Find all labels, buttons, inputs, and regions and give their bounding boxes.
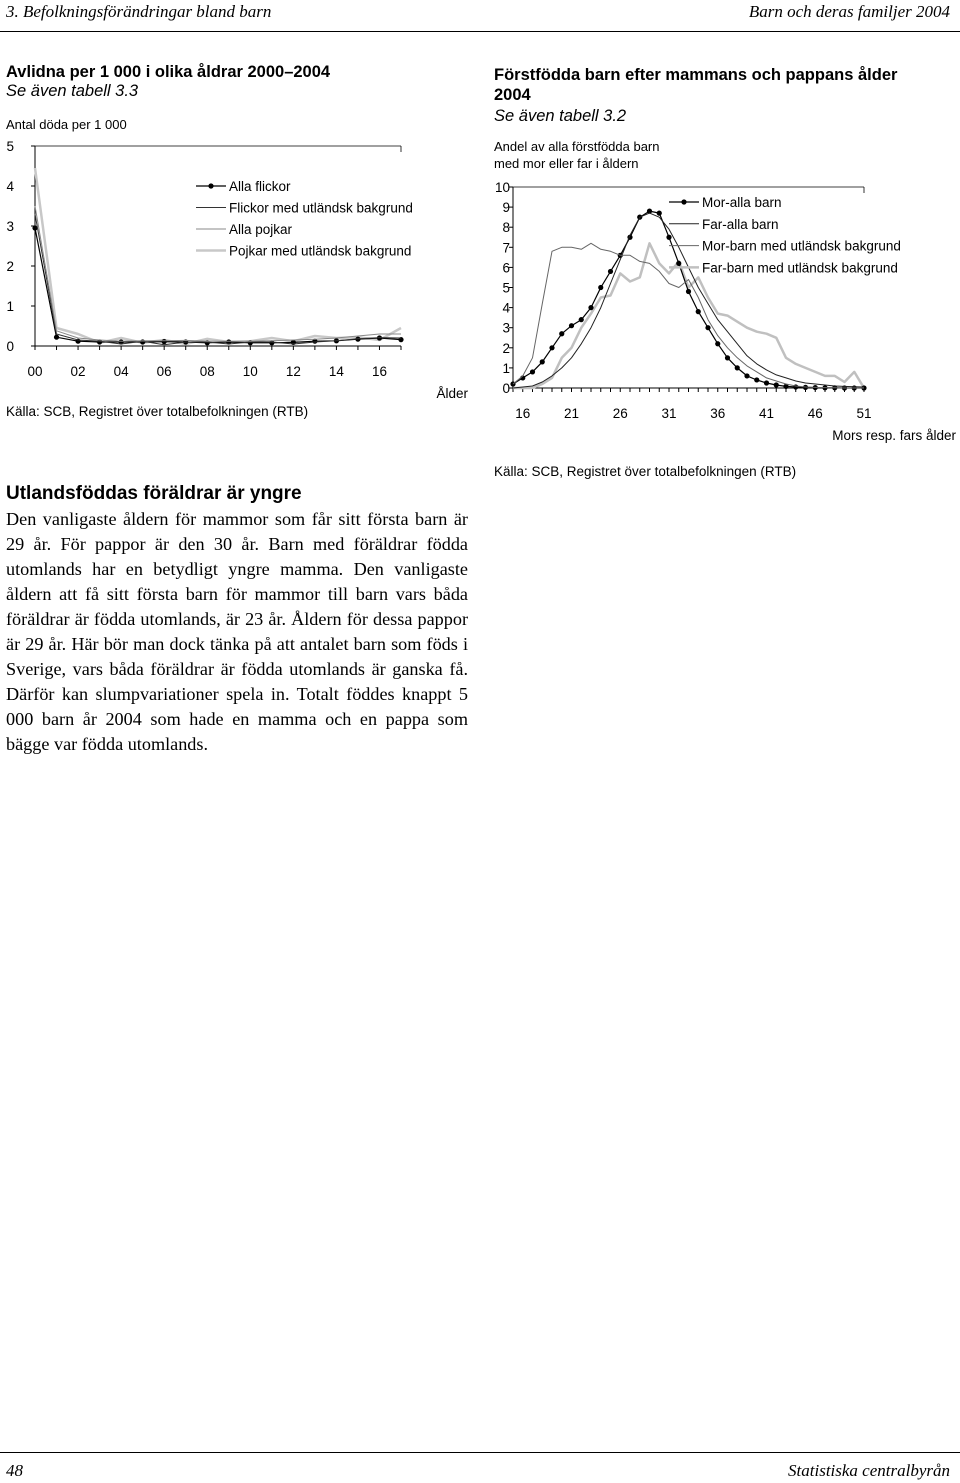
chart2-data-point: [676, 261, 681, 266]
chart2-legend-marker: [681, 199, 686, 204]
chart2-x-tick-label: 26: [612, 406, 628, 421]
chart2-legend-label: Mor-barn med utländsk bakgrund: [702, 238, 901, 254]
chart1-x-tick-label: 14: [328, 364, 344, 379]
chart1-x-tick-label: 16: [371, 364, 387, 379]
chart2-x-tick-label: 41: [758, 406, 775, 421]
chart1-x-tick-label: 08: [199, 364, 215, 379]
chart1-x-tick-label: 00: [27, 364, 43, 379]
article-title: Utlandsföddas föräldrar är yngre: [6, 483, 302, 504]
header-rule: [0, 31, 960, 32]
chart1-series-line-flickor-med-utl-ndsk-bakgrund: [35, 214, 401, 345]
chart2-y-tick-label: 6: [502, 260, 510, 276]
chart2-firstborn-line-chart: [480, 172, 960, 447]
chart2-data-point: [696, 309, 701, 314]
chart2-data-point: [540, 359, 545, 364]
chart1-see-also: Se även tabell 3.3: [6, 82, 139, 100]
chart2-y-tick-label: 0: [502, 381, 510, 396]
chart2-data-point: [608, 269, 613, 274]
chart2-title-line2: 2004: [494, 86, 531, 104]
chart2-y-tick-label: 4: [502, 300, 510, 316]
chart1-title: Avlidna per 1 000 i olika åldrar 2000–2004: [6, 63, 331, 81]
chart2-data-point: [705, 325, 710, 330]
chart1-legend-marker: [208, 183, 213, 188]
chart2-y-tick-label: 5: [502, 280, 510, 296]
page-header: [0, 0, 960, 34]
chart1-legend-label: Alla flickor: [229, 179, 291, 194]
footer-rule: [0, 1452, 960, 1453]
chart2-data-point: [588, 305, 593, 310]
chart1-legend-label: Alla pojkar: [229, 222, 293, 237]
chart2-x-tick-label: 31: [661, 406, 677, 421]
chart2-y-tick-label: 8: [502, 220, 510, 236]
chart2-x-tick-label: 51: [856, 406, 872, 421]
chart2-unit-line1: Andel av alla förstfödda barn: [494, 139, 660, 154]
chart1-y-tick-label: 3: [6, 219, 14, 234]
chart1-mortality-line-chart: [0, 130, 480, 420]
chart1-data-point: [54, 335, 59, 340]
publication-title: Barn och deras familjer 2004: [748, 2, 950, 21]
chart1-source: Källa: SCB, Registret över totalbefolkningen (RTB): [6, 404, 309, 419]
chart2-legend-label: Mor-alla barn: [702, 195, 782, 210]
chart1-y-tick-label: 0: [6, 339, 14, 354]
chart2-y-tick-label: 3: [502, 320, 510, 336]
chart1-data-point: [162, 339, 167, 344]
chart1-series-line-alla-pojkar: [35, 206, 401, 341]
chart1-x-tick-label: 12: [285, 364, 301, 379]
chart2-y-tick-label: 1: [502, 360, 510, 376]
chart2-y-tick-label: 7: [502, 240, 510, 256]
chart2-x-tick-label: 16: [515, 406, 531, 421]
chart1-x-tick-label: 04: [113, 364, 129, 379]
chart2-x-axis-title: Mors resp. fars ålder: [832, 428, 956, 443]
chart2-data-point: [549, 345, 554, 350]
chart2-data-point: [774, 382, 779, 387]
chart2-data-point: [657, 211, 662, 216]
chart1-y-tick-label: 2: [6, 259, 14, 274]
chart1-y-tick-label: 4: [6, 179, 14, 194]
chart2-data-point: [530, 369, 535, 374]
chart2-data-point: [569, 323, 574, 328]
chart1-y-tick-label: 5: [6, 139, 14, 154]
chart1-x-tick-label: 06: [156, 364, 172, 379]
chart2-x-tick-label: 46: [807, 406, 823, 421]
chart2-legend-label: Far-alla barn: [702, 216, 779, 232]
chart2-data-point: [744, 373, 749, 378]
chart1-x-tick-label: 10: [242, 364, 258, 379]
chart1-x-tick-label: 02: [70, 364, 86, 379]
chart2-data-point: [666, 235, 671, 240]
chart1-legend-label: Pojkar med utländsk bakgrund: [229, 243, 412, 259]
chart2-see-also: Se även tabell 3.2: [494, 107, 627, 125]
chart2-data-point: [754, 377, 759, 382]
chart1-legend-label: Flickor med utländsk bakgrund: [229, 200, 413, 216]
chart2-data-point: [559, 331, 564, 336]
chart2-data-point: [686, 289, 691, 294]
chart2-data-point: [579, 317, 584, 322]
chart2-data-point: [725, 355, 730, 360]
chart2-data-point: [735, 365, 740, 370]
chart2-data-point: [715, 341, 720, 346]
chart2-y-tick-label: 2: [502, 340, 510, 356]
chart2-y-tick-label: 9: [502, 200, 510, 216]
chart2-x-tick-label: 21: [563, 406, 580, 421]
chart2-unit-line2: med mor eller far i åldern: [494, 156, 639, 171]
chart2-data-point: [598, 285, 603, 290]
chart2-y-tick-label: 10: [494, 180, 510, 195]
chart1-x-axis-title: Ålder: [436, 386, 468, 401]
chart2-legend-label: Far-barn med utländsk bakgrund: [702, 260, 898, 276]
article-body: Den vanligaste åldern för mammor som får sitt första barn är 29 år. För pappor är den 30 år. Barn med föräldrar födda utomlands har en betydligt yngre mamma. Den vanligaste åldern att få sitt första barn för mammor till barn vars båda föräldrar är födda utomlands, är 23 år. Åldern för dessa pappor är 29 år. Här bör man dock tänka på att antalet barn som föds i Sverige, vars båda föräldrar är födda utomlands är ganska få. Därför kan slumpvariationer spela in. Totalt föddes knappt 5 000 barn år 2004 som hade en mamma och en pappa som bägge var födda utomlands.: [6, 509, 468, 754]
chart2-title-line1: Förstfödda barn efter mammans och pappans ålder: [494, 66, 898, 84]
page-number: 48: [6, 1461, 23, 1480]
publisher-name: Statistiska centralbyrån: [788, 1461, 950, 1480]
chart2-source: Källa: SCB, Registret över totalbefolkningen (RTB): [494, 464, 797, 479]
chart2-data-point: [764, 380, 769, 385]
chapter-title: 3. Befolkningsförändringar bland barn: [6, 2, 272, 21]
chart1-unit-label: Antal döda per 1 000: [6, 117, 127, 132]
chart2-x-tick-label: 36: [710, 406, 726, 421]
chart1-y-tick-label: 1: [6, 299, 14, 314]
